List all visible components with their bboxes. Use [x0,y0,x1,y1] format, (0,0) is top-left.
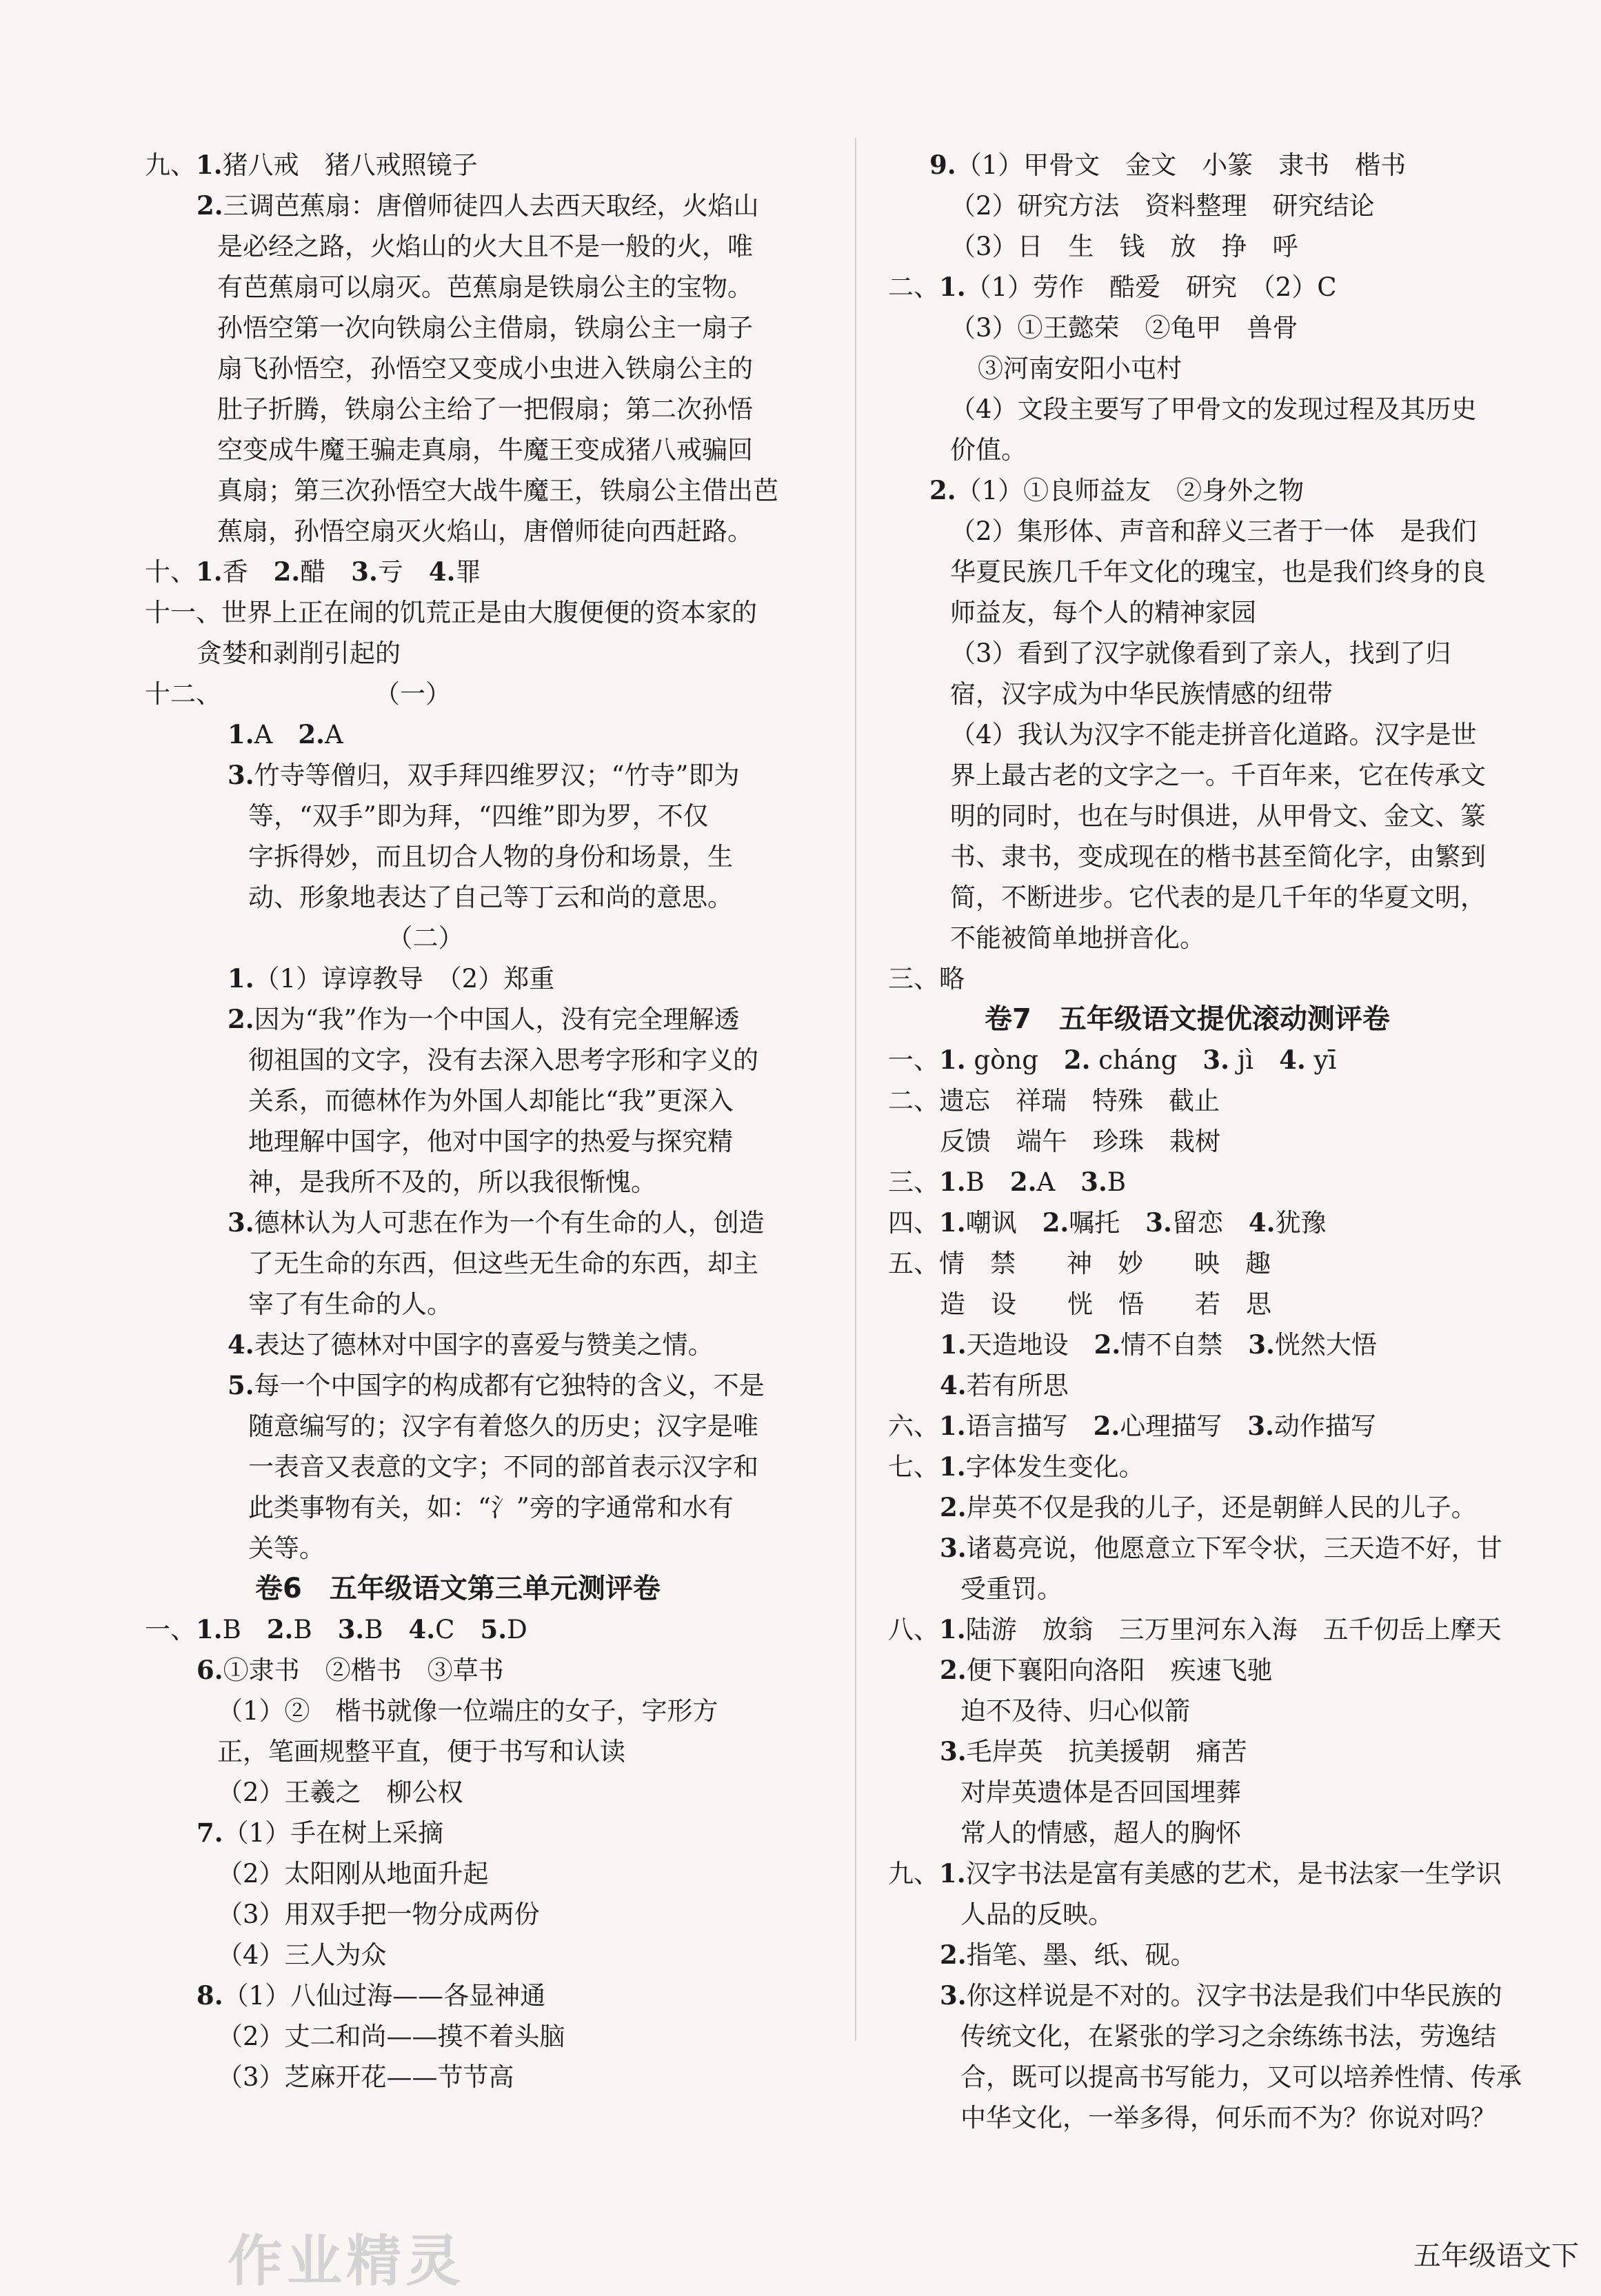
answer-line: 有芭蕉扇可以扇灭。芭蕉扇是铁扇公主的宝物。 [217,272,753,302]
answer-line: 对岸英遗体是否回国埋葬 [960,1778,1241,1807]
answer-line: 3.诸葛亮说，他愿意立下军令状，三天造不好，甘 [940,1533,1502,1563]
answer-line: 4.若有所思 [940,1370,1069,1400]
answer-line: ③河南安阳小屯村 [978,354,1182,383]
answer-line: 彻祖国的文字，没有去深入思考字形和字义的 [248,1045,758,1075]
answer-line: 迫不及待、归心似箭 [960,1696,1190,1726]
answer-line: 明的同时，也在与时俱进，从甲骨文、金文、篆 [950,801,1486,831]
answer-line: 界上最古老的文字之一。千百年来，它在传承文 [950,761,1486,790]
answer-line: （3）日 生 钱 放 挣 呼 [950,232,1298,261]
answer-line: 七、1.字体发生变化。 [888,1451,1145,1482]
answer-line: 关等。 [248,1533,325,1563]
answer-line: 二、遗忘 祥瑞 特殊 截止 [888,1086,1220,1116]
answer-line: 中华文化，一举多得，何乐而不为？你说对吗？ [960,2103,1496,2133]
answer-line: 传统文化，在紧张的学习之余练练书法，劳逸结 [960,2022,1496,2051]
answer-line: 二、1.（1）劳作 酷爱 研究 （2）C [888,272,1337,302]
answer-line: 9.（1）甲骨文 金文 小篆 隶书 楷书 [929,150,1407,180]
answer-line: （2）丈二和尚——摸不着头脑 [217,2022,565,2051]
answer-line: 1.（1）谆谆教导 （2）郑重 [228,963,555,994]
answer-line: 2.便下襄阳向洛阳 疾速飞驰 [940,1655,1273,1685]
answer-line: 价值。 [950,435,1027,465]
answer-line: （2）王羲之 柳公权 [217,1778,463,1807]
answer-line: 3.毛岸英 抗美援朝 痛苦 [940,1736,1247,1766]
section-title: 卷6 五年级语文第三单元测评卷 [255,1573,661,1604]
answer-line: 常人的情感，超人的胸怀 [960,1818,1241,1848]
answer-line: 地理解中国字，他对中国字的热爱与探究精 [248,1127,733,1156]
answer-line: （2）研究方法 资料整理 研究结论 [950,191,1375,221]
answer-line: 受重罚。 [960,1574,1063,1604]
answer-line: 2.岸英不仅是我的儿子，还是朝鲜人民的儿子。 [940,1492,1477,1522]
answer-line: 空变成牛魔王骗走真扇，牛魔王变成猪八戒骗回 [217,435,753,465]
answer-line: （3）芝麻开花——节节高 [217,2062,514,2092]
right-column [888,145,1584,2138]
answer-line: 3.竹寺等僧归，双手拜四维罗汉；“竹寺”即为 [228,760,740,790]
answer-line: 肚子折腾，铁扇公主给了一把假扇；第二次孙悟 [217,394,753,424]
answer-line: 简，不断进步。它代表的是几千年的华夏文明， [950,883,1486,912]
left-column [145,145,834,2097]
answer-line: 九、1.猪八戒 猪八戒照镜子 [145,150,478,180]
answer-line: 宿，汉字成为中华民族情感的纽带 [950,679,1333,709]
answer-line: 字拆得妙，而且切合人物的身份和场景，生 [248,842,733,872]
answer-line: （3）用双手把一物分成两份 [217,1900,540,1929]
answer-line: 九、1.汉字书法是富有美感的艺术，是书法家一生学识 [888,1858,1502,1889]
answer-line: （二） [145,923,464,953]
answer-line: 是必经之路，火焰山的火大且不是一般的火，唯 [217,232,753,261]
answer-line: 十二、 （一） [145,679,451,709]
answer-line: 1.天造地设 2.情不自禁 3.恍然大悟 [940,1329,1377,1360]
answer-line: 八、1.陆游 放翁 三万里河东入海 五千仞岳上摩天 [888,1614,1502,1644]
answer-line: 了无生命的东西，但这些无生命的东西，却主 [248,1249,758,1278]
answer-line: 一、1.B 2.B 3.B 4.C 5.D [145,1614,527,1644]
answer-line: 六、1.语言描写 2.心理描写 3.动作描写 [888,1411,1376,1441]
answer-line: （2）集形体、声音和辞义三者于一体 是我们 [950,516,1477,546]
answer-line: 动、形象地表达了自己等丁云和尚的意思。 [248,883,733,912]
answer-line: 师益友，每个人的精神家园 [950,598,1256,627]
answer-line: 真扇；第三次孙悟空大战牛魔王，铁扇公主借出芭 [217,476,778,505]
answer-line: 3.德林认为人可悲在作为一个有生命的人，创造 [228,1207,765,1238]
answer-line: 书、隶书，变成现在的楷书甚至简化字，由繁到 [950,842,1486,872]
answer-line: 此类事物有关，如：“氵”旁的字通常和水有 [248,1493,734,1522]
answer-line: （3）看到了汉字就像看到了亲人，找到了归 [950,638,1451,668]
footer-label: 五年级语文下 [1413,2240,1579,2272]
answer-line: 一表音又表意的文字；不同的部首表示汉字和 [248,1452,758,1482]
answer-line: 8.（1）八仙过海——各显神通 [197,1980,546,2011]
answer-line: 2.因为“我”作为一个中国人，没有完全理解透 [228,1004,740,1034]
answer-line: 等，“双手”即为拜，“四维”即为罗，不仅 [248,801,709,831]
answer-line: 人品的反映。 [960,1900,1114,1929]
answer-line: 贪婪和剥削引起的 [197,638,401,668]
answer-line: 孙悟空第一次向铁扇公主借扇，铁扇公主一扇子 [217,313,753,343]
answer-line: 宰了有生命的人。 [248,1289,452,1319]
answer-line: （3）①王懿荣 ②龟甲 兽骨 [950,313,1298,343]
watermark: 作业精灵 [228,2229,465,2293]
answer-line: 四、1.嘲讽 2.嘱托 3.留恋 4.犹豫 [888,1207,1327,1238]
answer-line: 造 设 恍 悟 若 思 [940,1289,1271,1319]
answer-line: 反馈 端午 珍珠 栽树 [940,1127,1220,1156]
answer-line: 蕉扇，孙悟空扇灭火焰山，唐僧师徒向西赶路。 [217,516,753,546]
answer-line: 合，既可以提高书写能力，又可以培养性情、传承 [960,2062,1522,2092]
answer-line: 五、情 禁 神 妙 映 趣 [888,1249,1271,1278]
answer-line: 3.你这样说是不对的。汉字书法是我们中华民族的 [940,1980,1502,2011]
answer-line: 十一、世界上正在闹的饥荒正是由大腹便便的资本家的 [145,598,757,627]
answer-line: （1）② 楷书就像一位端庄的女子，字形方 [217,1696,718,1726]
answer-line: 一、1. gòng 2. cháng 3. jì 4. yī [888,1045,1337,1075]
section-title: 卷7 五年级语文提优滚动测评卷 [985,1003,1390,1035]
answer-line: （2）太阳刚从地面升起 [217,1859,489,1889]
answer-line: 十、1.香 2.醋 3.亏 4.罪 [145,556,481,587]
answer-line: 三、略 [888,964,965,994]
answer-line: 2.（1）①良师益友 ②身外之物 [929,475,1305,505]
answer-line: 扇飞孙悟空，孙悟空又变成小虫进入铁扇公主的 [217,354,753,383]
answer-line: 6.①隶书 ②楷书 ③草书 [197,1655,504,1685]
answer-line: 正，笔画规整平直，便于书写和认读 [217,1737,625,1766]
answer-line: （4）文段主要写了甲骨文的发现过程及其历史 [950,394,1477,424]
answer-line: 华夏民族几千年文化的瑰宝，也是我们终身的良 [950,557,1486,587]
answer-line: （4）三人为众 [217,1940,387,1970]
answer-line: 随意编写的；汉字有着悠久的历史；汉字是唯 [248,1411,758,1441]
answer-line: 4.表达了德林对中国字的喜爱与赞美之情。 [228,1329,714,1360]
answer-line: 7.（1）手在树上采摘 [197,1817,444,1848]
column-divider [855,138,856,2041]
answer-line: 2.指笔、墨、纸、砚。 [940,1940,1196,1970]
answer-line: 神，是我所不及的，所以我很惭愧。 [248,1167,656,1197]
answer-line: 三、1.B 2.A 3.B [888,1167,1127,1197]
answer-line: 5.每一个中国字的构成都有它独特的含义，不是 [228,1370,765,1400]
answer-line: 关系，而德林作为外国人却能比“我”更深入 [248,1086,734,1116]
answer-line: 1.A 2.A [228,719,343,749]
answer-line: 不能被简单地拼音化。 [950,923,1205,953]
answer-line: 2.三调芭蕉扇：唐僧师徒四人去西天取经，火焰山 [197,190,759,221]
answer-line: （4）我认为汉字不能走拼音化道路。汉字是世 [950,720,1477,749]
